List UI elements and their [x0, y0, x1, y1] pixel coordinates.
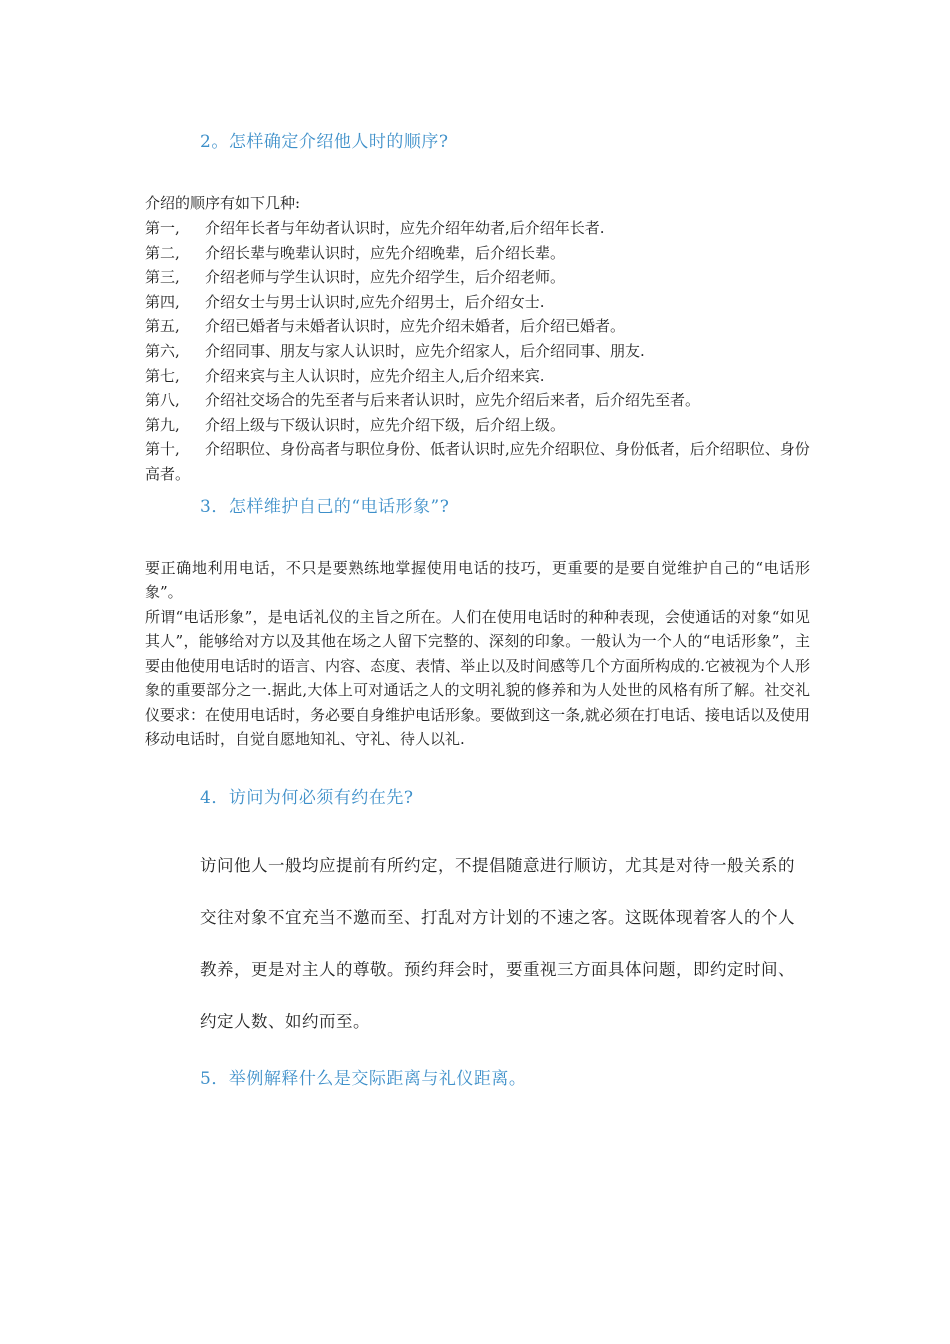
- item-text: 介绍同事、朋友与家人认识时，应先介绍家人，后介绍同事、朋友.: [205, 341, 645, 360]
- item-text: 介绍来宾与主人认识时，应先介绍主人,后介绍来宾.: [205, 366, 545, 385]
- section-5-heading: 5．举例解释什么是交际距离与礼仪距离。: [200, 1069, 527, 1089]
- list-item: [145, 265, 815, 290]
- item-number: 第七,: [145, 366, 180, 385]
- item-number: 第一,: [145, 219, 180, 237]
- item-text: 介绍长辈与晚辈认识时，应先介绍晚辈，后介绍长辈。: [205, 243, 566, 262]
- phone-image-paragraph-2: 所谓“电话形象”，是电话礼仪的主旨之所在。人们在使用电话时的种种表现，会使通话的对象“如见其人”，能够给对方以及其他在场之人留下完整的、深刻的印象。一般认为一个人的“电话形象”，主要由他使用电话时的语言、内容、态度、表情、举止以及时间感等几个方面所构成的.它被视为个人形象的重要部分之一.据此,大体上可对通话之人的文明礼貌的修养和为人处世的风格有所了解。社交礼仪要求：在使用电话时，务必要自身维护电话形象。要做到这一条,就必须在打电话、接电话以及使用移动电话时，自觉自愿地知礼、守礼、待人以礼.: [145, 608, 810, 749]
- item-number: 第三,: [145, 268, 180, 287]
- order-intro: 介绍的顺序有如下几种:: [145, 194, 301, 212]
- item-text: 介绍老师与学生认识时，应先介绍学生，后介绍老师。: [205, 268, 566, 287]
- item-text: 介绍女士与男士认识时,应先介绍男士，后介绍女士.: [205, 292, 545, 311]
- item-number: 第九,: [145, 415, 180, 434]
- item-text: 介绍职位、身份高者与职位身份、低者认识时,应先介绍职位、身份低者，后介绍职位、身份高者。: [145, 440, 810, 483]
- item-number: 第二,: [145, 243, 180, 262]
- item-text: 介绍已婚者与未婚者认识时，应先介绍未婚者，后介绍已婚者。: [205, 317, 626, 336]
- visit-paragraph: 访问他人一般均应提前有所约定，不提倡随意进行顺访，尤其是对待一般关系的交往对象不宜充当不邀而至、打乱对方计划的不速之客。这既体现着客人的个人教养，更是对主人的尊敬。预约拜会时，要重视三方面具体问题，即约定时间、约定人数、如约而至。: [200, 856, 795, 1031]
- list-item: [145, 290, 815, 315]
- list-item: [145, 437, 815, 486]
- section-2-heading: 2。怎样确定介绍他人时的顺序?: [200, 132, 449, 152]
- item-number: 第八,: [145, 391, 180, 410]
- list-item: [145, 413, 815, 438]
- item-number: 第六,: [145, 341, 180, 360]
- item-text: 介绍年长者与年幼者认识时，应先介绍年幼者,后介绍年长者.: [205, 219, 605, 237]
- item-number: 第五,: [145, 317, 180, 336]
- list-item: [145, 364, 815, 389]
- list-item: [145, 388, 815, 413]
- order-list: [145, 216, 815, 487]
- section-3-heading: 3．怎样维护自己的“电话形象”?: [200, 497, 450, 517]
- phone-image-paragraph-1: 要正确地利用电话，不只是要熟练地掌握使用电话的技巧，更重要的是要自觉维护自己的“电话形象”。: [145, 559, 810, 602]
- section-4-heading: 4．访问为何必须有约在先?: [200, 788, 414, 808]
- list-item: [145, 339, 815, 364]
- item-number: 第十,: [145, 440, 180, 459]
- list-item: [145, 216, 815, 241]
- list-item: [145, 241, 815, 266]
- item-number: 第四,: [145, 292, 180, 311]
- list-item: [145, 314, 815, 339]
- item-text: 介绍上级与下级认识时，应先介绍下级，后介绍上级。: [205, 415, 566, 434]
- item-text: 介绍社交场合的先至者与后来者认识时，应先介绍后来者，后介绍先至者。: [205, 391, 701, 410]
